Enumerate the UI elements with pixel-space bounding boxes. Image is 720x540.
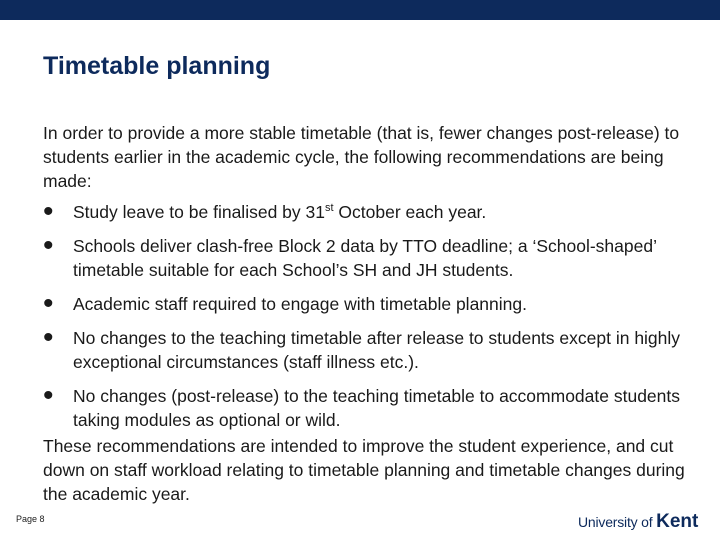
university-logo (578, 511, 698, 533)
bullet-dot-icon: • (43, 195, 54, 228)
list-item (43, 195, 703, 228)
bullet-text: No changes to the teaching timetable after release to students except in highly exceptional circumstances (staff illness etc.). (73, 328, 681, 372)
list-item (43, 229, 703, 282)
bullet-dot-icon: • (43, 379, 54, 412)
bullet-text: No changes (post-release) to the teaching timetable to accommodate students taking modules as optional or wild. (73, 386, 681, 430)
list-item (43, 379, 703, 432)
header-bar (0, 0, 720, 20)
closing-paragraph: These recommendations are intended to improve the student experience, and cut down on staff workload relating to timetable planning and timetable changes during the academic year. (43, 436, 685, 504)
bullet-superscript: st (324, 202, 334, 215)
list-item (43, 287, 703, 320)
logo-prefix: University of (578, 514, 657, 530)
bullet-text-after: October each year. (333, 202, 487, 222)
page-number: Page 8 (16, 514, 45, 524)
intro-paragraph: In order to provide a more stable timetable (that is, fewer changes post-release) to students earlier in the academic cycle, the following recommendations are being made: (43, 123, 680, 191)
bullet-dot-icon: • (43, 229, 54, 262)
bullet-dot-icon: • (43, 287, 54, 320)
slide-title: Timetable planning (43, 52, 271, 80)
logo-name: Kent (656, 511, 699, 532)
recommendations-list (43, 195, 703, 442)
list-item (43, 321, 703, 374)
bullet-text: Academic staff required to engage with timetable planning. (73, 294, 527, 314)
bullet-text: Schools deliver clash-free Block 2 data by TTO deadline; a ‘School-shaped’ timetable suitable for each School’s SH and JH students. (73, 236, 657, 280)
bullet-text-before: Study leave to be finalised by 31 (73, 202, 325, 222)
bullet-dot-icon: • (43, 321, 54, 354)
